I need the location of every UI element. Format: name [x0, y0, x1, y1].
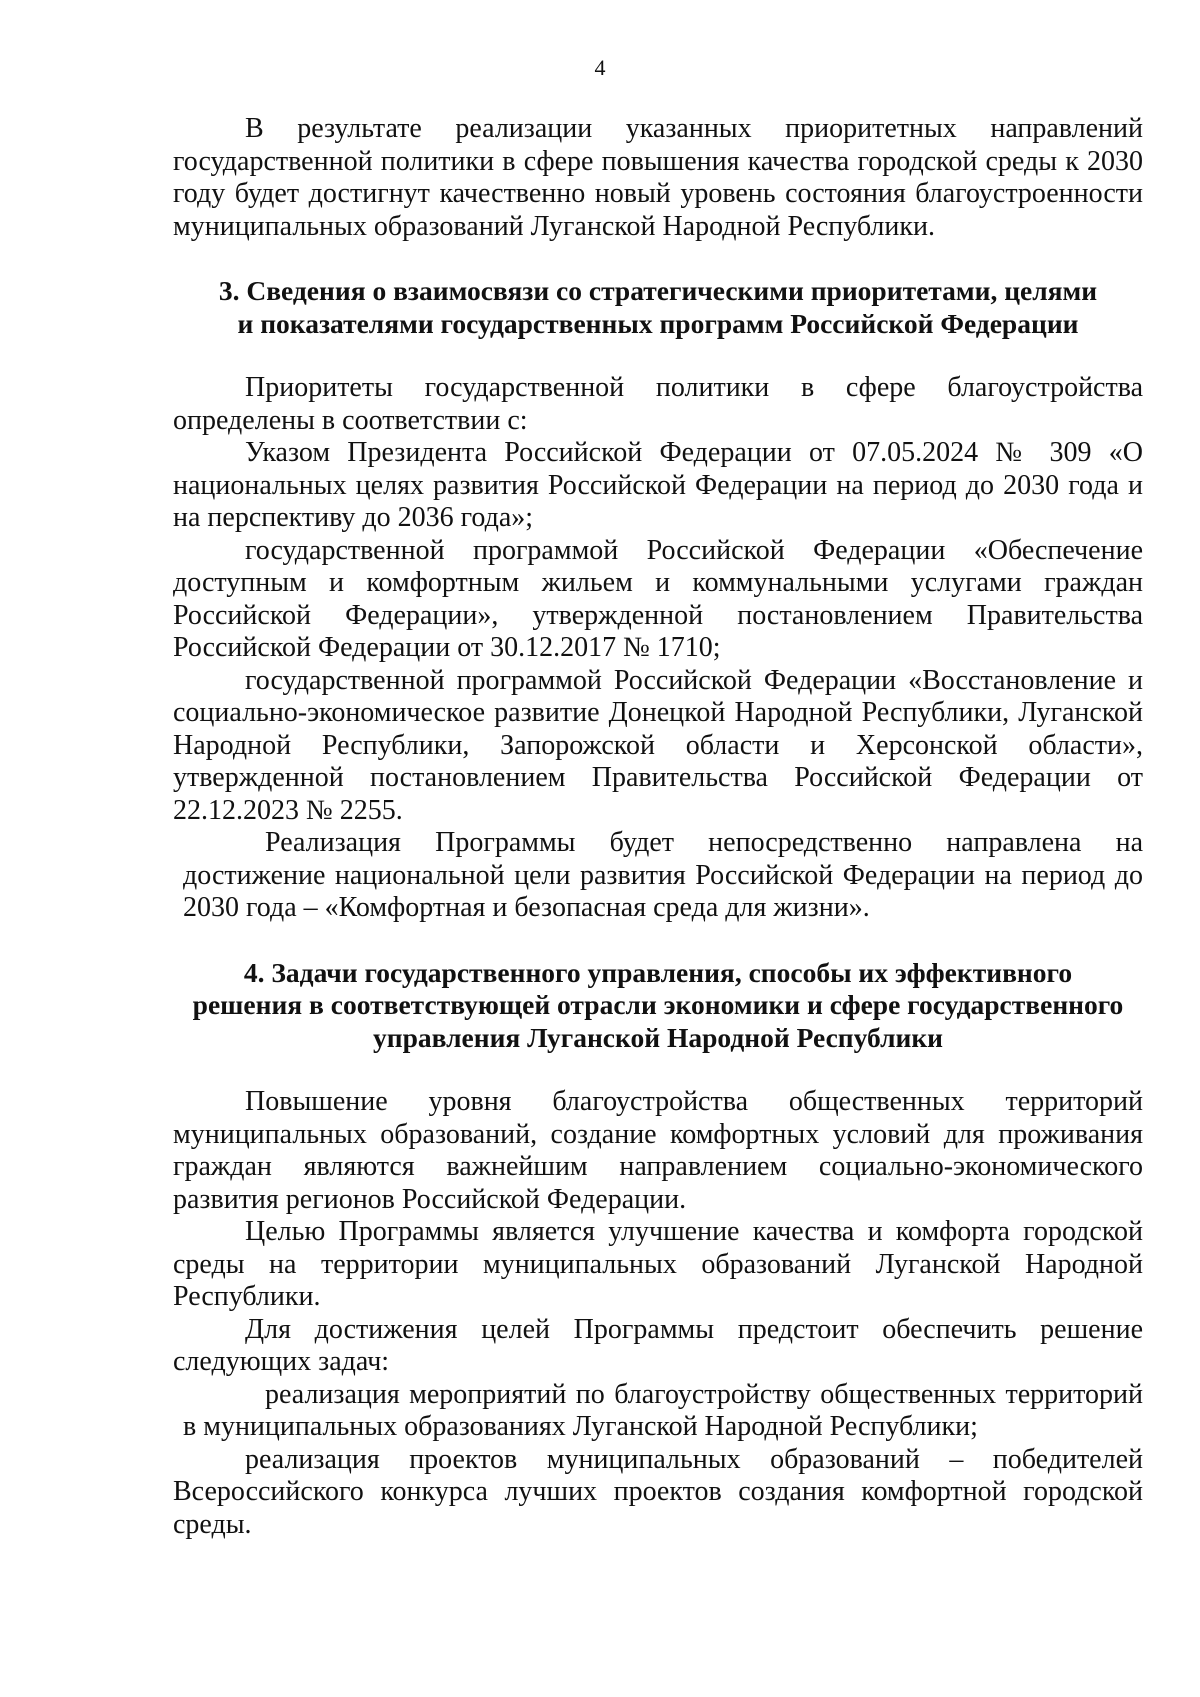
paragraph-national-goal: Реализация Программы будет непосредственно направлена на достижение национальной цели развития Российской Федерации на период до 2030 года – «Комфортная и безопасная среда для жизни». — [183, 827, 1143, 923]
paragraph-housing-program: государственной программой Российской Федерации «Обеспечение доступным и комфортным жильем и коммунальными услугами граждан Российской Федерации», утвержденной постановлением Правительства Российской Федерации от 30.12.2017 № 1710; — [173, 534, 1143, 663]
section-4-heading-line3: управления Луганской Народной Республики — [372, 1021, 944, 1053]
list-item-task-contest-projects: реализация проектов муниципальных образований – победителей Всероссийского конкурса лучших проектов создания комфортной городской среды. — [173, 1443, 1143, 1540]
spacer — [173, 340, 1143, 372]
page-number: 4 — [594, 55, 606, 80]
spacer — [173, 925, 1143, 957]
section-3-heading-line2: и показателями государственных программ Российской Федерации — [237, 307, 1079, 339]
page-content — [173, 113, 1143, 1541]
paragraph-presidential-decree: Указом Президента Российской Федерации от 07.05.2024 № 309 «О национальных целях развития Российской Федерации на период до 2030 года и на перспективу до 2036 года»; — [173, 437, 1143, 533]
section-4-heading-line1: 4. Задачи государственного управления, способы их эффективного — [243, 956, 1073, 988]
paragraph-improvement-importance: Повышение уровня благоустройства общественных территорий муниципальных образований, создание комфортных условий для проживания граждан являются важнейшим направлением социально-экономического развития регионов Российской Федерации. — [173, 1086, 1143, 1215]
spacer — [173, 243, 1143, 275]
paragraph-priorities: Приоритеты государственной политики в сфере благоустройства определены в соответствии с: — [173, 372, 1143, 436]
section-4-heading-line2: решения в соответствующей отрасли экономики и сфере государственного — [192, 989, 1124, 1020]
paragraph-results: В результате реализации указанных приоритетных направлений государственной политики в сфере повышения качества городской среды к 2030 году будет достигнут качественно новый уровень состояния благоустроенности муниципальных образований Луганской Народной Республики. — [173, 113, 1143, 242]
paragraph-tasks-intro: Для достижения целей Программы предстоит обеспечить решение следующих задач: — [173, 1313, 1143, 1377]
section-3-heading — [173, 275, 1143, 340]
section-3-heading-line1: 3. Сведения о взаимосвязи со стратегическими приоритетами, целями — [218, 275, 1098, 306]
paragraph-restoration-program: государственной программой Российской Федерации «Восстановление и социально-экономическое развитие Донецкой Народной Республики, Луганской Народной Республики, Запорожской области и Херсонской области», утвержденной постановлением Правительства Российской Федерации от 22.12.2023 № 2255. — [173, 664, 1143, 826]
spacer — [173, 1054, 1143, 1086]
section-4-heading — [173, 957, 1143, 1055]
list-item-task-public-areas: реализация мероприятий по благоустройству общественных территорий в муниципальных образованиях Луганской Народной Республики; — [183, 1378, 1143, 1442]
paragraph-program-goal: Целью Программы является улучшение качества и комфорта городской среды на территории муниципальных образований Луганской Народной Республики. — [173, 1216, 1143, 1312]
